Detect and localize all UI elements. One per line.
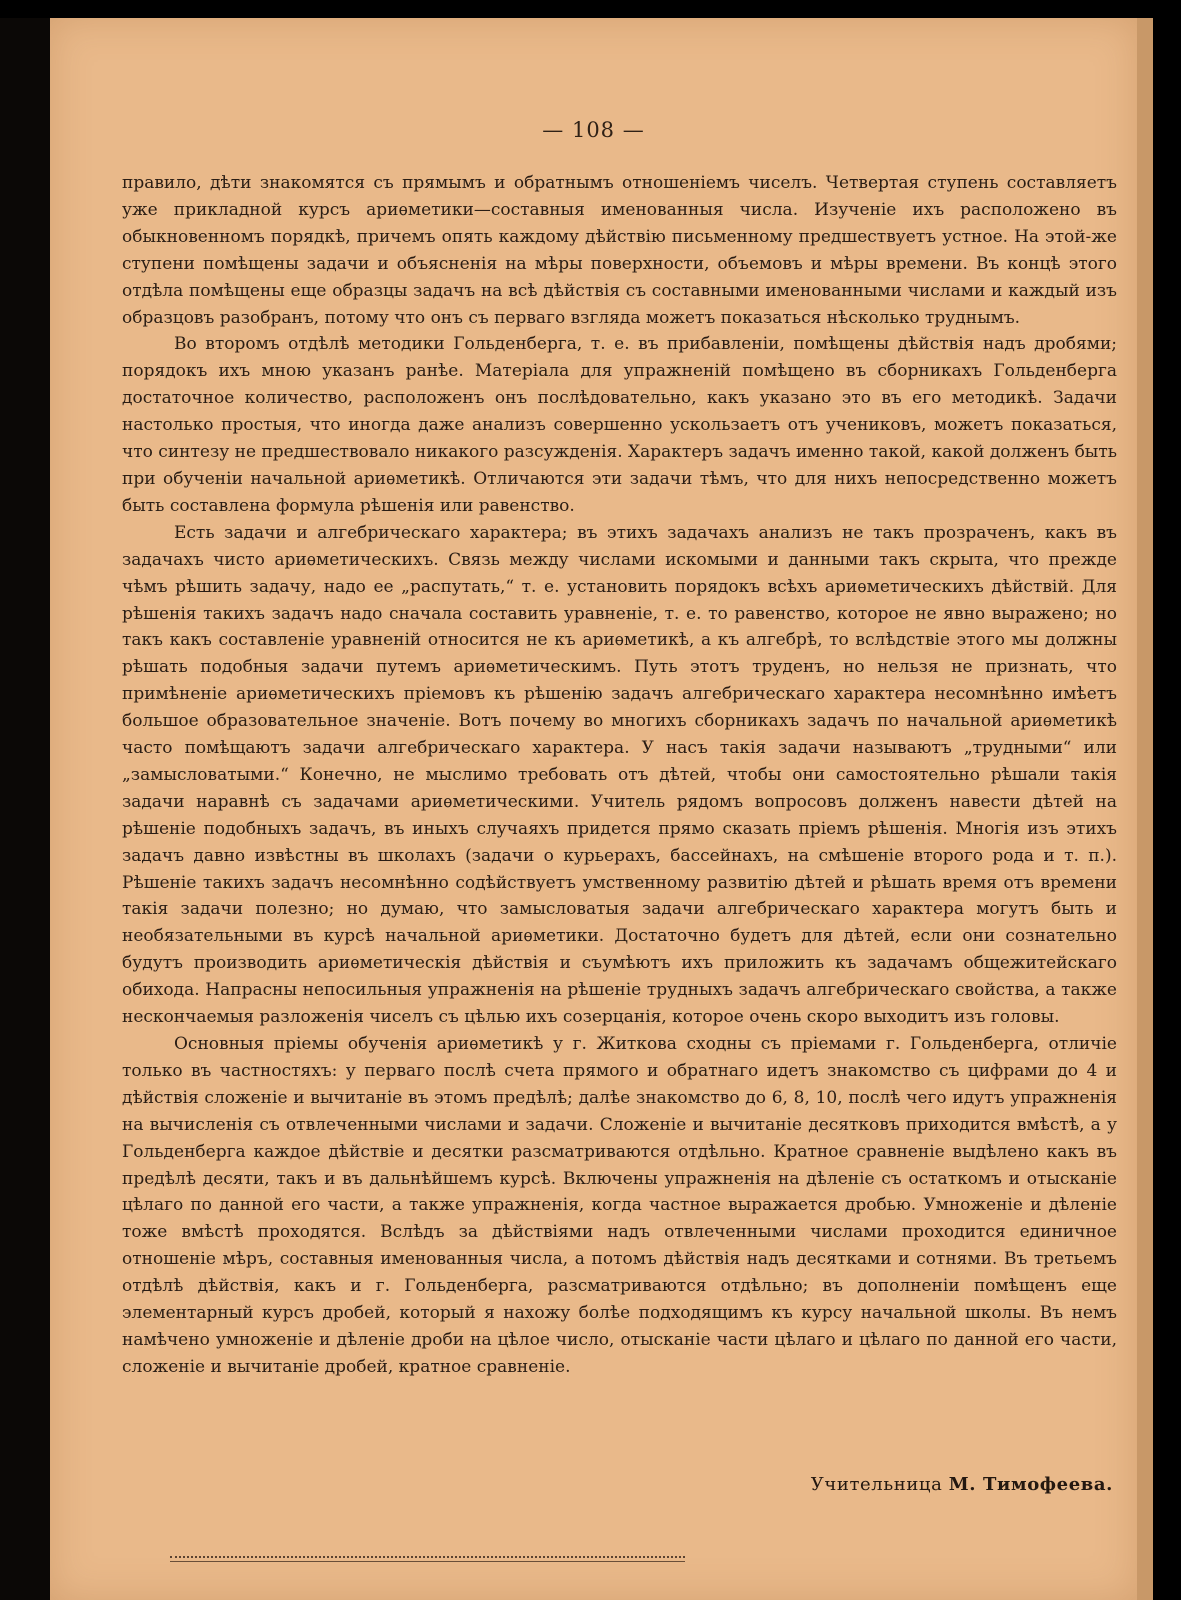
page-number: — 108 — <box>542 118 645 142</box>
paragraph-2: Во второмъ отдѣлѣ методики Гольденберга, т. е. въ прибавленіи, помѣщены дѣйствія надъ дробями; порядокъ ихъ мною указанъ ранѣе. Матеріала для упражненій помѣщено въ сборникахъ Гольденберга достаточное количество, расположенъ онъ послѣдовательно, какъ указано это въ его методикѣ. Задачи настолько простыя, что иногда даже анализъ совершенно ускользаетъ отъ учениковъ, можетъ показаться, что синтезу не предшествовало никакого разсужденія. Характеръ задачъ именно такой, какой долженъ быть при обученіи начальной ариѳметикѣ. Отличаются эти задачи тѣмъ, что для нихъ непосредственно можетъ быть составлена формула рѣшенія или равенство. <box>122 334 1117 516</box>
page-gutter <box>1137 18 1153 1600</box>
signature-name: М. Тимофеева. <box>948 1474 1113 1495</box>
footer-divider <box>170 1561 685 1562</box>
paragraph-4: Основныя пріемы обученія ариѳметикѣ у г. Житкова сходны съ пріемами г. Гольденберга, отличіе только въ частностяхъ: у перваго послѣ счета прямого и обратнаго идетъ знакомство съ цифрами до 4 и дѣйствія сложеніе и вычитаніе въ этомъ предѣлѣ; далѣе знакомство до 6, 8, 10, послѣ чего идутъ упражненія на вычисленія съ отвлеченными числами и задачи. Сложеніе и вычитаніе десятковъ приходится вмѣстѣ, а у Гольденберга каждое дѣйствіе и десятки разсматриваются отдѣльно. Кратное сравненіе выдѣлено какъ въ предѣлѣ десяти, такъ и въ дальнѣйшемъ курсѣ. Включены упражненія на дѣленіе съ остаткомъ и отысканіе цѣлаго по данной его части, а также упражненія, когда частное выражается дробью. Умноженіе и дѣленіе тоже вмѣстѣ проходятся. Вслѣдъ за дѣйствіями надъ отвлеченными числами проходится единичное отношеніе мѣръ, составныя именованныя числа, а потомъ дѣйствія надъ десятками и сотнями. Въ третьемъ отдѣлѣ дѣйствія, какъ и г. Гольденберга, разсматриваются отдѣльно; въ дополненіи помѣщенъ еще элементарный курсъ дробей, который я нахожу болѣе подходящимъ къ курсу начальной школы. Въ немъ намѣчено умноженіе и дѣленіе дроби на цѣлое число, отысканіе части цѣлаго и цѣлаго по данной его части, сложеніе и вычитаніе дробей, кратное сравненіе. <box>122 1034 1117 1377</box>
paragraph-3: Есть задачи и алгебрическаго характера; въ этихъ задачахъ анализъ не такъ прозраченъ, какъ въ задачахъ чисто ариѳметическихъ. Связь между числами искомыми и данными такъ скрыта, что прежде чѣмъ рѣшить задачу, надо ее „распутать,“ т. е. установить порядокъ всѣхъ ариѳметическихъ дѣйствій. Для рѣшенія такихъ задачъ надо сначала составить уравненіе, т. е. то равенство, которое не явно выражено; но такъ какъ составленіе уравненій относится не къ ариѳметикѣ, а къ алгебрѣ, то вслѣдствіе этого мы должны рѣшать подобныя задачи путемъ ариѳметическимъ. Путь этотъ труденъ, но нельзя не признать, что примѣненіе ариѳметическихъ пріемовъ къ рѣшенію задачъ алгебрическаго характера несомнѣнно имѣетъ большое образовательное значеніе. Вотъ почему во многихъ сборникахъ задачъ по начальной ариѳметикѣ часто помѣщаютъ задачи алгебрическаго характера. У насъ такія задачи называютъ „трудными“ или „замысловатыми.“ Конечно, не мыслимо требовать отъ дѣтей, чтобы они самостоятельно рѣшали такія задачи наравнѣ съ задачами ариѳметическими. Учитель рядомъ вопросовъ долженъ навести дѣтей на рѣшеніе подобныхъ задачъ, въ иныхъ случаяхъ придется прямо сказать пріемъ рѣшенія. Многія изъ этихъ задачъ давно извѣстны въ школахъ (задачи о курьерахъ, бассейнахъ, на смѣшеніе второго рода и т. п.). Рѣшеніе такихъ задачъ несомнѣнно содѣйствуетъ умственному развитію дѣтей и рѣшать время отъ времени такія задачи полезно; но думаю, что замысловатыя задачи алгебрическаго характера могутъ быть и необязательными въ курсѣ начальной ариѳметики. Достаточно будетъ для дѣтей, если они сознательно будутъ производить ариѳметическія дѣйствія и съумѣютъ ихъ приложить къ задачамъ общежитейскаго обихода. Напрасны непосильныя упражненія на рѣшеніе трудныхъ задачъ алгебрическаго свойства, а также нескончаемыя разложенія чиселъ съ цѣлью ихъ созерцанія, которое очень скоро выходитъ изъ головы. <box>122 522 1117 1028</box>
paragraph-1: правило, дѣти знакомятся съ прямымъ и обратнымъ отношеніемъ чиселъ. Четвертая ступень составляетъ уже прикладной курсъ ариѳметики—составныя именованныя числа. Изученіе ихъ расположено въ обыкновенномъ порядкѣ, причемъ опять каждому дѣйствію письменному предшествуетъ устное. На этой-же ступени помѣщены задачи и объясненія на мѣры поверхности, объемовъ и мѣры времени. Въ концѣ этого отдѣла помѣщены еще образцы задачъ на всѣ дѣйствія съ составными именованными числами и каждый изъ образцовъ разобранъ, потому что онъ съ перваго взгляда можетъ показаться нѣсколько труднымъ. <box>122 173 1117 328</box>
scan-border-right <box>1153 18 1181 1600</box>
document-page <box>50 18 1137 1600</box>
article-body <box>122 170 1117 1381</box>
footer-ornament-rule <box>170 1556 685 1558</box>
signature <box>811 1474 1113 1495</box>
signature-role: Учительница <box>810 1474 943 1495</box>
scan-border-top <box>0 0 1181 18</box>
